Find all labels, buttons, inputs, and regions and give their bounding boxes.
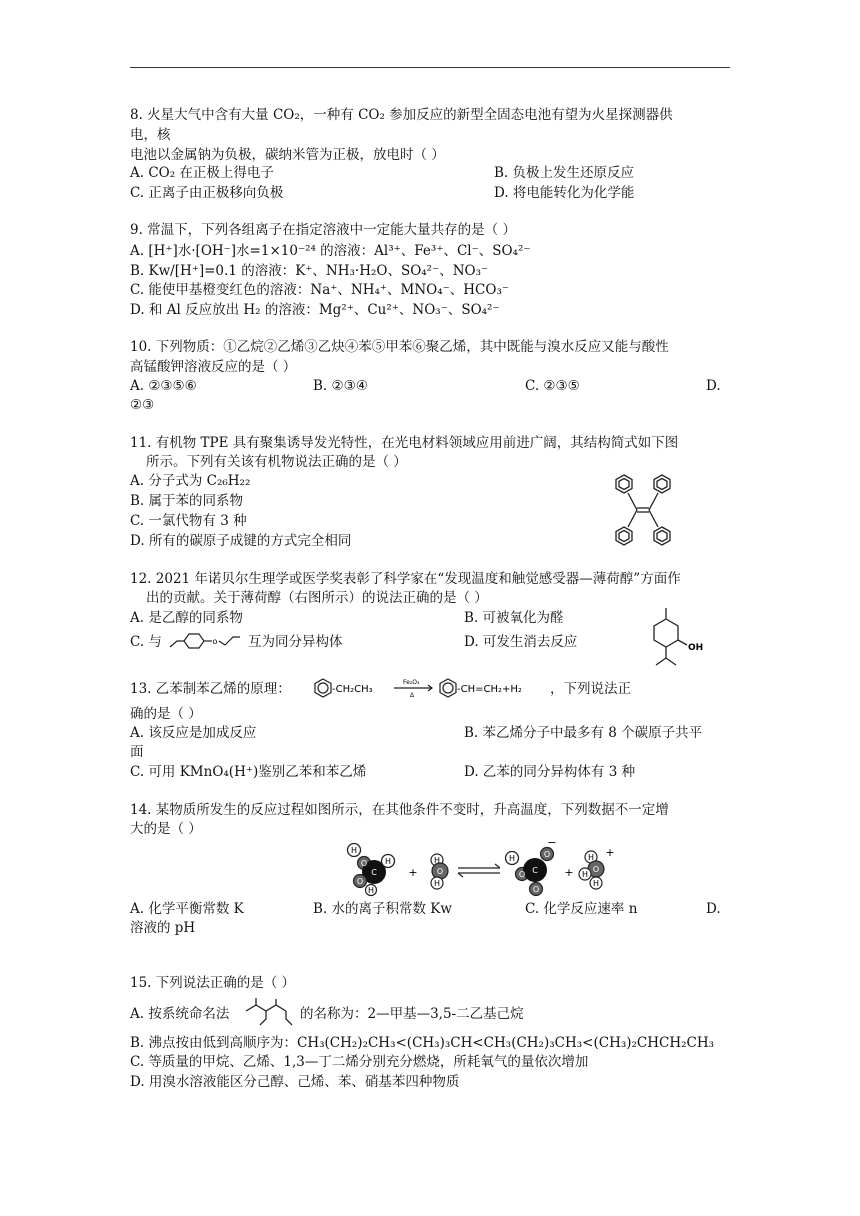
q8-option-d: D. 将电能转化为化学能 (494, 185, 635, 201)
heat-symbol: Δ (410, 692, 415, 699)
q10-option-b: B. ②③④ (313, 378, 368, 394)
q13-option-d: D. 乙苯的同分异构体有 3 种 (464, 764, 636, 780)
q12-option-d: D. 可发生消去反应 (464, 634, 578, 650)
q9-option-a: A. [H⁺]水·[OH⁻]水=1×10⁻²⁴ 的溶液：Al³⁺、Fe³⁺、Cl⁻、SO₄²⁻ (130, 243, 531, 259)
q10-option-a: A. ②③⑤⑥ (130, 378, 197, 394)
menthol-structure-figure (646, 606, 716, 676)
atom-h-label: H (581, 870, 589, 879)
atom-h-label: H (587, 853, 595, 862)
minus-charge: − (547, 836, 557, 849)
q12-stem-line2: 出的贡献。关于薄荷醇（右图所示）的说法正确的是（ ） (146, 590, 488, 606)
atom-o-label: O (592, 865, 600, 874)
q8-stem-line1: 8. 火星大气中含有大量 CO₂，一种有 CO₂ 参加反应的新型全固态电池有望为火星探测器供 (130, 107, 673, 123)
product-formula: -CH=CH₂+H₂ (457, 684, 522, 695)
q13-stem-line2: 确的是（ ） (130, 706, 202, 722)
alkane-skeletal-structure (244, 997, 298, 1031)
q11-stem-line2: 所示。下列有关该有机物说法正确的是（ ） (146, 454, 407, 470)
atom-o-label: O (532, 885, 540, 894)
q14-stem-line1: 14. 某物质所发生的反应过程如图所示，在其他条件不变时，升高温度，下列数据不一定增 (130, 802, 669, 818)
q9-stem: 9. 常温下，下列各组离子在指定溶液中一定能大量共存的是（ ） (130, 222, 516, 238)
q10-option-c: C. ②③⑤ (525, 378, 580, 394)
q8-stem-line3: 电池以金属钠为负极，碳纳米管为正极，放电时（ ） (130, 147, 445, 163)
atom-o-label: O (356, 877, 364, 886)
tpe-structure-figure (610, 472, 690, 552)
plus-sign: + (408, 866, 418, 879)
reactant-formula: -CH₂CH₃ (332, 684, 373, 695)
atom-h-label: H (433, 856, 441, 865)
q10-option-d: D. (706, 378, 721, 394)
q13-stem-line1: 13. 乙苯制苯乙烯的原理： (130, 681, 291, 697)
ether-oxygen-label: o (212, 637, 218, 646)
q8-option-b: B. 负极上发生还原反应 (494, 165, 635, 181)
q11-stem-line1: 11. 有机物 TPE 具有聚集诱导发光特性，在光电材料领域应用前进广阔，其结构简式如下图 (130, 435, 679, 451)
q12-option-b: B. 可被氧化为醛 (464, 610, 564, 626)
q15-option-a-prefix: A. 按系统命名法 (130, 1006, 230, 1022)
q14-stem-line2: 大的是（ ） (130, 821, 202, 837)
q14-option-a: A. 化学平衡常数 K (130, 901, 244, 917)
q13-option-b: B. 苯乙烯分子中最多有 8 个碳原子共平 (464, 725, 703, 741)
q15-option-a-suffix: 的名称为：2—甲基—3,5-二乙基己烷 (300, 1006, 524, 1022)
q10-stem-line2: 高锰酸钾溶液反应的是（ ） (130, 359, 297, 375)
q9-option-b: B. Kw/[H⁺]=0.1 的溶液：K⁺、NH₃·H₂O、SO₄²⁻、NO₃⁻ (130, 263, 489, 279)
q10-stem-line1: 10. 下列物质：①乙烷②乙烯③乙炔④苯⑤甲苯⑥聚乙烯，其中既能与溴水反应又能与酸性 (130, 339, 669, 355)
q15-option-d: D. 用溴水溶液能区分己醇、己烯、苯、硝基苯四种物质 (130, 1074, 460, 1090)
atom-o-label: O (360, 859, 368, 868)
ethylbenzene-reaction-equation (310, 676, 550, 702)
q15-option-b: B. 沸点按由低到高顺序为：CH₃(CH₂)₂CH₃<(CH₃)₃CH<CH₃(CH₂)₃CH₃<(CH₃)₂CHCH₂CH₃ (130, 1035, 715, 1051)
plus-sign: + (564, 866, 574, 879)
catalyst-label: Fe₂O₃ (403, 679, 420, 686)
q11-option-b: B. 属于苯的同系物 (130, 493, 244, 509)
q10-option-d-continued: ②③ (130, 397, 155, 413)
plus-charge: + (605, 846, 615, 859)
q9-option-c: C. 能使甲基橙变红色的溶液：Na⁺、NH₄⁺、MNO₄⁻、HCO₃⁻ (130, 282, 509, 298)
atom-h-label: H (508, 854, 516, 863)
atom-o-label: O (436, 867, 444, 876)
q12-option-c-suffix: 互为同分异构体 (248, 634, 343, 650)
header-rule (130, 67, 730, 68)
atom-h-label: H (350, 846, 358, 855)
q11-option-d: D. 所有的碳原子成键的方式完全相同 (130, 533, 352, 549)
q8-stem-line2: 电，核 (130, 127, 171, 143)
q14-option-b: B. 水的离子积常数 Kw (313, 901, 452, 917)
q11-option-c: C. 一氯代物有 3 种 (130, 513, 247, 529)
atom-h-label: H (367, 886, 375, 895)
reaction-process-figure (340, 838, 620, 896)
q14-option-d: D. (706, 901, 721, 917)
atom-o-label: O (543, 850, 551, 859)
q15-stem: 15. 下列说法正确的是（ ） (130, 975, 296, 991)
atom-c-label: C (532, 866, 538, 875)
menthol-oh-label: OH (688, 643, 704, 653)
atom-c-label: C (371, 868, 377, 877)
q13-stem-line1-end: ，下列说法正 (550, 681, 631, 697)
q8-option-a: A. CO₂ 在正极上得电子 (130, 165, 274, 181)
q13-option-a: A. 该反应是加成反应 (130, 725, 257, 741)
q12-stem-line1: 12. 2021 年诺贝尔生理学或医学奖表彰了科学家在“发现温度和触觉感受器—薄荷醇”方面作 (130, 571, 681, 587)
q12-option-a: A. 是乙醇的同系物 (130, 610, 243, 626)
ether-isomer-structure (168, 628, 248, 654)
atom-h-label: H (433, 879, 441, 888)
q13-option-c: C. 可用 KMnO₄(H⁺)鉴别乙苯和苯乙烯 (130, 764, 367, 780)
q14-option-c: C. 化学反应速率 n (525, 901, 638, 917)
atom-o-label: O (518, 870, 526, 879)
atom-h-label: H (384, 857, 392, 866)
q8-option-c: C. 正离子由正极移向负极 (130, 185, 284, 201)
q11-option-a: A. 分子式为 C₂₆H₂₂ (130, 473, 251, 489)
q12-option-c-prefix: C. 与 (130, 634, 162, 650)
atom-h-label: H (592, 879, 600, 888)
q14-option-d-continued: 溶液的 pH (130, 920, 196, 936)
q15-option-c: C. 等质量的甲烷、乙烯、1,3—丁二烯分别充分燃烧，所耗氧气的量依次增加 (130, 1054, 589, 1070)
q9-option-d: D. 和 Al 反应放出 H₂ 的溶液：Mg²⁺、Cu²⁺、NO₃⁻、SO₄²⁻ (130, 302, 500, 318)
q13-option-b-continued: 面 (130, 744, 144, 760)
